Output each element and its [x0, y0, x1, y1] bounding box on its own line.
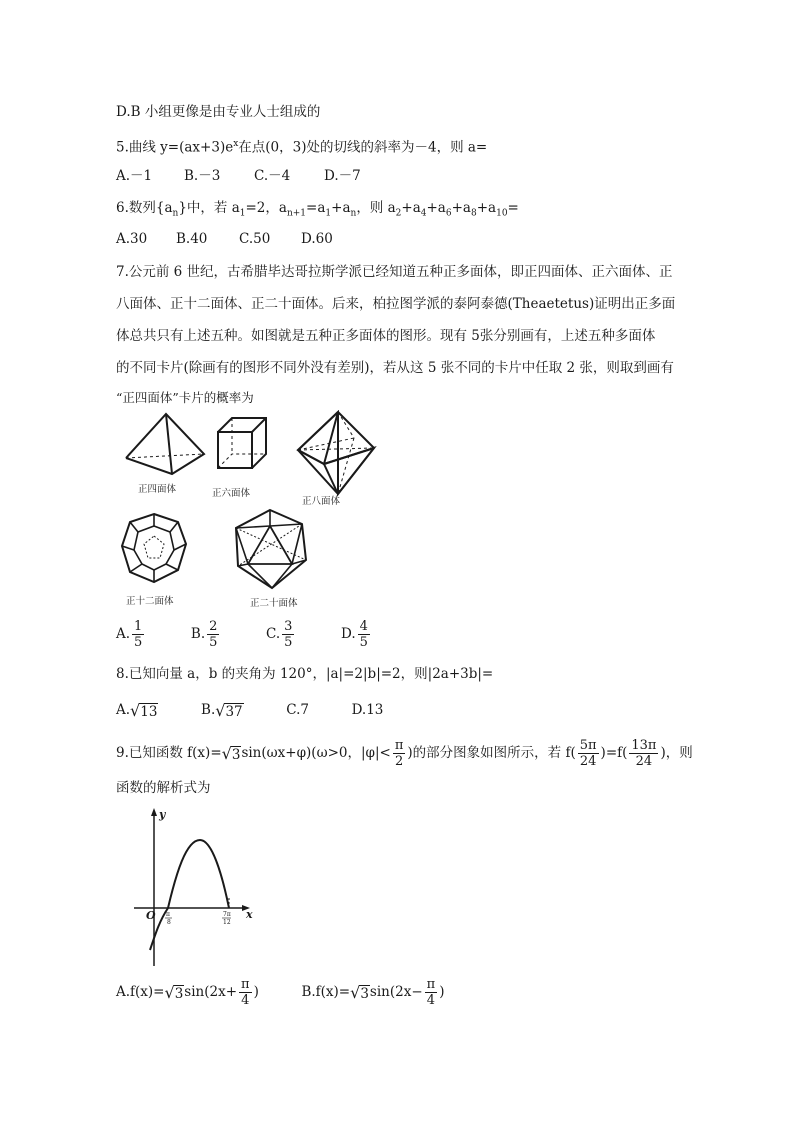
q8-option-b: B.	[201, 702, 216, 718]
q6-option-c: C.50	[239, 231, 271, 247]
octahedron-drawing	[298, 412, 374, 494]
q6-stem: 6.数列$\{a_n\}$中，若 $a_1=2$，$a_{n+1}=a_1+a_n$，则 $a_2+a_4+a_6+a_8+a_{10}=$	[116, 200, 519, 219]
q5-option-a: A.－1	[116, 168, 153, 184]
q8-option-d: D.13	[351, 702, 384, 718]
q7-option-d: D.	[341, 626, 356, 642]
q8-stem: 8.已知向量 a，b 的夹角为 120°，|a|=2|b|=2，则|2a+3b|=	[116, 666, 494, 682]
q9-line-2: 函数的解析式为	[116, 780, 211, 796]
y-label: y	[159, 808, 166, 821]
q7-line-4: 的不同卡片(除画有的图形不同外没有差别)，若从这 5 张不同的卡片中任取 2 张，则取到画有	[116, 360, 674, 376]
q7-options: A. $\frac{1}{5}$ B. $\frac{2}{5}$ C. $\frac{3}{5}$ D. $\frac{4}{5}$	[116, 619, 368, 650]
q9-stem: 9.已知函数 f(x)= √ 3 sin(ωx+φ)(ω>0，|φ|< $\frac{\pi}{2}$ )的部分图象如图所示，若 f( $\frac{5\pi}{24}$ )=f( $\frac{13\pi}{24}$ )，则	[116, 738, 693, 769]
polyhedra-figure	[116, 410, 388, 616]
x-label: x	[246, 908, 253, 921]
sine-graph	[130, 806, 260, 968]
label-octahedron: 正八面体	[302, 496, 341, 507]
origin-label: O	[146, 909, 156, 922]
q8-option-a: A.	[116, 702, 131, 718]
option-d-line: D.B 小组更像是由专业人士组成的	[116, 104, 321, 120]
label-dodecahedron: 正十二面体	[126, 596, 174, 607]
dodecahedron-drawing	[122, 514, 186, 582]
q9-options	[116, 976, 444, 1008]
q5-options	[116, 166, 361, 186]
q8-options: A. √ 13 B. √ 37 C.7 D.13	[116, 700, 384, 720]
q5-stem: 5.曲线 $y=(ax+3)e^x$在点(0，3)处的切线的斜率为－4，则 a=	[116, 139, 488, 156]
tetrahedron-drawing	[126, 414, 204, 474]
y-axis-arrow	[151, 808, 157, 816]
label-cube: 正六面体	[212, 488, 251, 499]
label-tetrahedron: 正四面体	[138, 484, 177, 495]
q7-line-2: 八面体、正十二面体、正二十面体。后来，柏拉图学派的泰阿泰德(Theaetetus)证明出正多面	[116, 296, 676, 312]
q7-line-1: 7.公元前 6 世纪，古希腊毕达哥拉斯学派已经知道五种正多面体，即正四面体、正六面体、正	[116, 264, 673, 280]
icosahedron-drawing	[236, 510, 306, 588]
label-icosahedron: 正二十面体	[250, 598, 298, 609]
q5-option-b: B.－3	[184, 168, 221, 184]
q6-options	[116, 229, 333, 249]
q9-option-a: A.f(x)= √ 3 sin(2x+ $\frac{\pi}{4}$ )	[116, 977, 259, 1008]
sine-curve	[150, 840, 229, 950]
q5-option-c: C.－4	[254, 168, 291, 184]
tick2-den: 12	[223, 919, 231, 926]
q6-option-b: B.40	[176, 231, 208, 247]
q7-option-a: A.	[116, 626, 131, 642]
q9-option-b: B.f(x)= √ 3 sin(2x− $\frac{\pi}{4}$ )	[301, 977, 445, 1008]
q7-option-b: B.	[190, 626, 206, 642]
q6-option-a: A.30	[116, 231, 148, 247]
q7-line-3: 体总共只有上述五种。如图就是五种正多面体的图形。现有 5张分别画有，上述五种多面体	[116, 328, 656, 344]
tick2-num: 7π	[223, 911, 231, 918]
q7-option-c: C.	[266, 626, 281, 642]
q7-line-5: “正四面体”卡片的概率为	[116, 390, 254, 405]
tick1-den: 8	[167, 919, 171, 926]
cube-drawing	[218, 418, 266, 468]
tick1-num: π	[166, 911, 170, 918]
q8-option-c: C.7	[286, 702, 309, 718]
q6-option-d: D.60	[301, 231, 333, 247]
q5-option-d: D.－7	[324, 168, 361, 184]
